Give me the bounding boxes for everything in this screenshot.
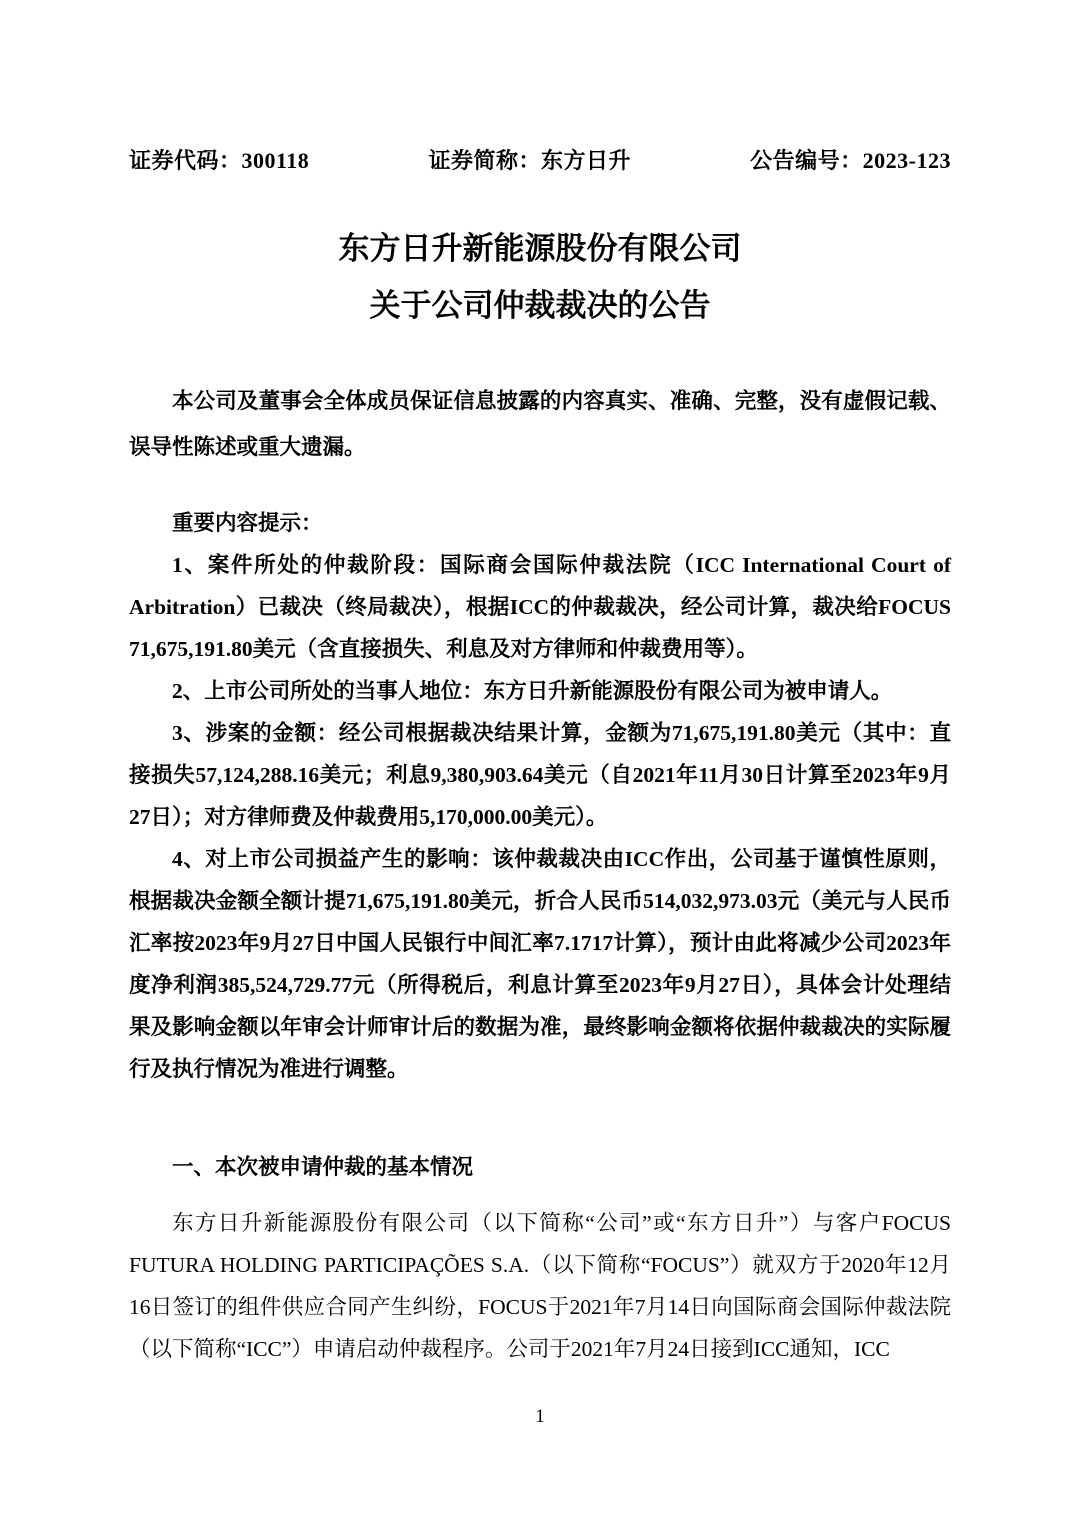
- section1-heading: 一、本次被申请仲裁的基本情况: [172, 1155, 474, 1179]
- stock-code: [129, 144, 309, 175]
- disclaimer-paragraph: 本公司及董事会全体成员保证信息披露的内容真实、准确、完整，没有虚假记载、误导性陈述或重大遗漏。: [129, 389, 951, 459]
- highlights-heading: 重要内容提示：: [172, 511, 323, 535]
- announcement-number: [750, 144, 951, 175]
- stock-name-value: 东方日升: [540, 148, 631, 173]
- stock-name: [428, 144, 631, 175]
- announcement-number-value: 2023-123: [862, 148, 951, 173]
- stock-code-label: 证券代码：: [129, 148, 242, 173]
- highlight-item-4: 4、对上市公司损益产生的影响：该仲裁裁决由ICC作出，公司基于谨慎性原则，根据裁决金额全额计提71,675,191.80美元，折合人民币514,032,973.03元（美元与人民币汇率按2023年9月27日中国人民银行中间汇率7.1717计算），预计由此将减少公司2023年度净利润385,524,729.77元（所得税后，利息计算至2023年9月27日），具体会计处理结果及影响金额以年审会计师审计后的数据为准，最终影响金额将依据仲裁裁决的实际履行及执行情况为准进行调整。: [129, 847, 951, 1081]
- document-title-line2: 关于公司仲裁裁决的公告: [369, 288, 711, 323]
- document-title-line1: 东方日升新能源股份有限公司: [338, 231, 742, 266]
- highlight-item-3: 3、涉案的金额：经公司根据裁决结果计算，金额为71,675,191.80美元（其中：直接损失57,124,288.16美元；利息9,380,903.64美元（自2021年11月30日计算至2023年9月27日）；对方律师费及仲裁费用5,170,000.00美元）。: [129, 721, 951, 829]
- stock-code-value: 300118: [241, 148, 310, 173]
- page-number: 1: [535, 1406, 545, 1427]
- stock-name-label: 证券简称：: [428, 148, 541, 173]
- announcement-number-label: 公告编号：: [750, 148, 863, 173]
- document-header-row: [129, 144, 951, 175]
- highlight-item-2: 2、上市公司所处的当事人地位：东方日升新能源股份有限公司为被申请人。: [172, 679, 893, 703]
- page-content: [129, 0, 951, 1370]
- highlight-item-1: 1、案件所处的仲裁阶段：国际商会国际仲裁法院（ICC International Court of Arbitration）已裁决（终局裁决），根据ICC的仲裁裁决，经公司计算，裁决给FOCUS 71,675,191.80美元（含直接损失、利息及对方律师和仲裁费用等）。: [129, 553, 951, 661]
- section1-paragraph: 东方日升新能源股份有限公司（以下简称“公司”或“东方日升”）与客户FOCUS FUTURA HOLDING PARTICIPAÇÕES S.A.（以下简称“FOCUS”）就双方于2020年12月16日签订的组件供应合同产生纠纷，FOCUS于2021年7月14日向国际商会国际仲裁法院（以下简称“ICC”）申请启动仲裁程序。公司于2021年7月24日接到ICC通知，ICC: [129, 1211, 951, 1361]
